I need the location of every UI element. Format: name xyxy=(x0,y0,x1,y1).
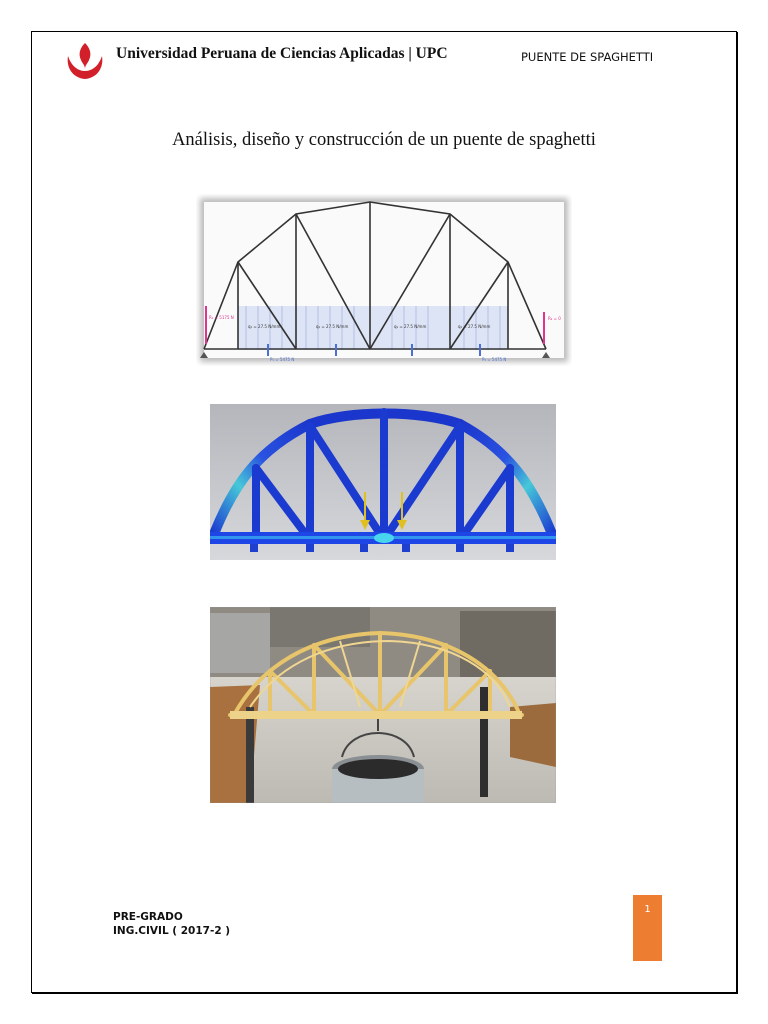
footer-course-info xyxy=(113,910,230,938)
reaction-left-label: R₁ = 5175 N xyxy=(209,315,234,320)
load-label: q₁ = 27.5 N/mm xyxy=(394,324,427,329)
point-load-left-label: P₁ = 5475 N xyxy=(270,357,295,362)
load-label: q₁ = 27.5 N/mm xyxy=(458,324,491,329)
footer-line-1: PRE-GRADO xyxy=(113,911,183,923)
page-number: 1 xyxy=(644,904,651,915)
stress-analysis-image xyxy=(210,404,556,560)
load-label: q₁ = 27.5 N/mm xyxy=(248,324,281,329)
footer-line-2: ING.CIVIL ( 2017-2 ) xyxy=(113,925,231,937)
page-number-box xyxy=(633,895,662,961)
truss-diagram-image xyxy=(196,194,572,366)
university-name: Universidad Peruana de Ciencias Aplicadas | UPC xyxy=(116,45,448,62)
header-section-title: PUENTE DE SPAGHETTI xyxy=(521,50,654,64)
upc-logo xyxy=(64,40,106,84)
point-load-right-label: P₂ = 5475 N xyxy=(482,357,507,362)
reaction-right-label: R₂ = 0 xyxy=(548,316,561,321)
document-title: Análisis, diseño y construcción de un puente de spaghetti xyxy=(172,130,596,150)
spaghetti-bridge-photo xyxy=(210,607,556,803)
load-label: q₁ = 27.5 N/mm xyxy=(316,324,349,329)
